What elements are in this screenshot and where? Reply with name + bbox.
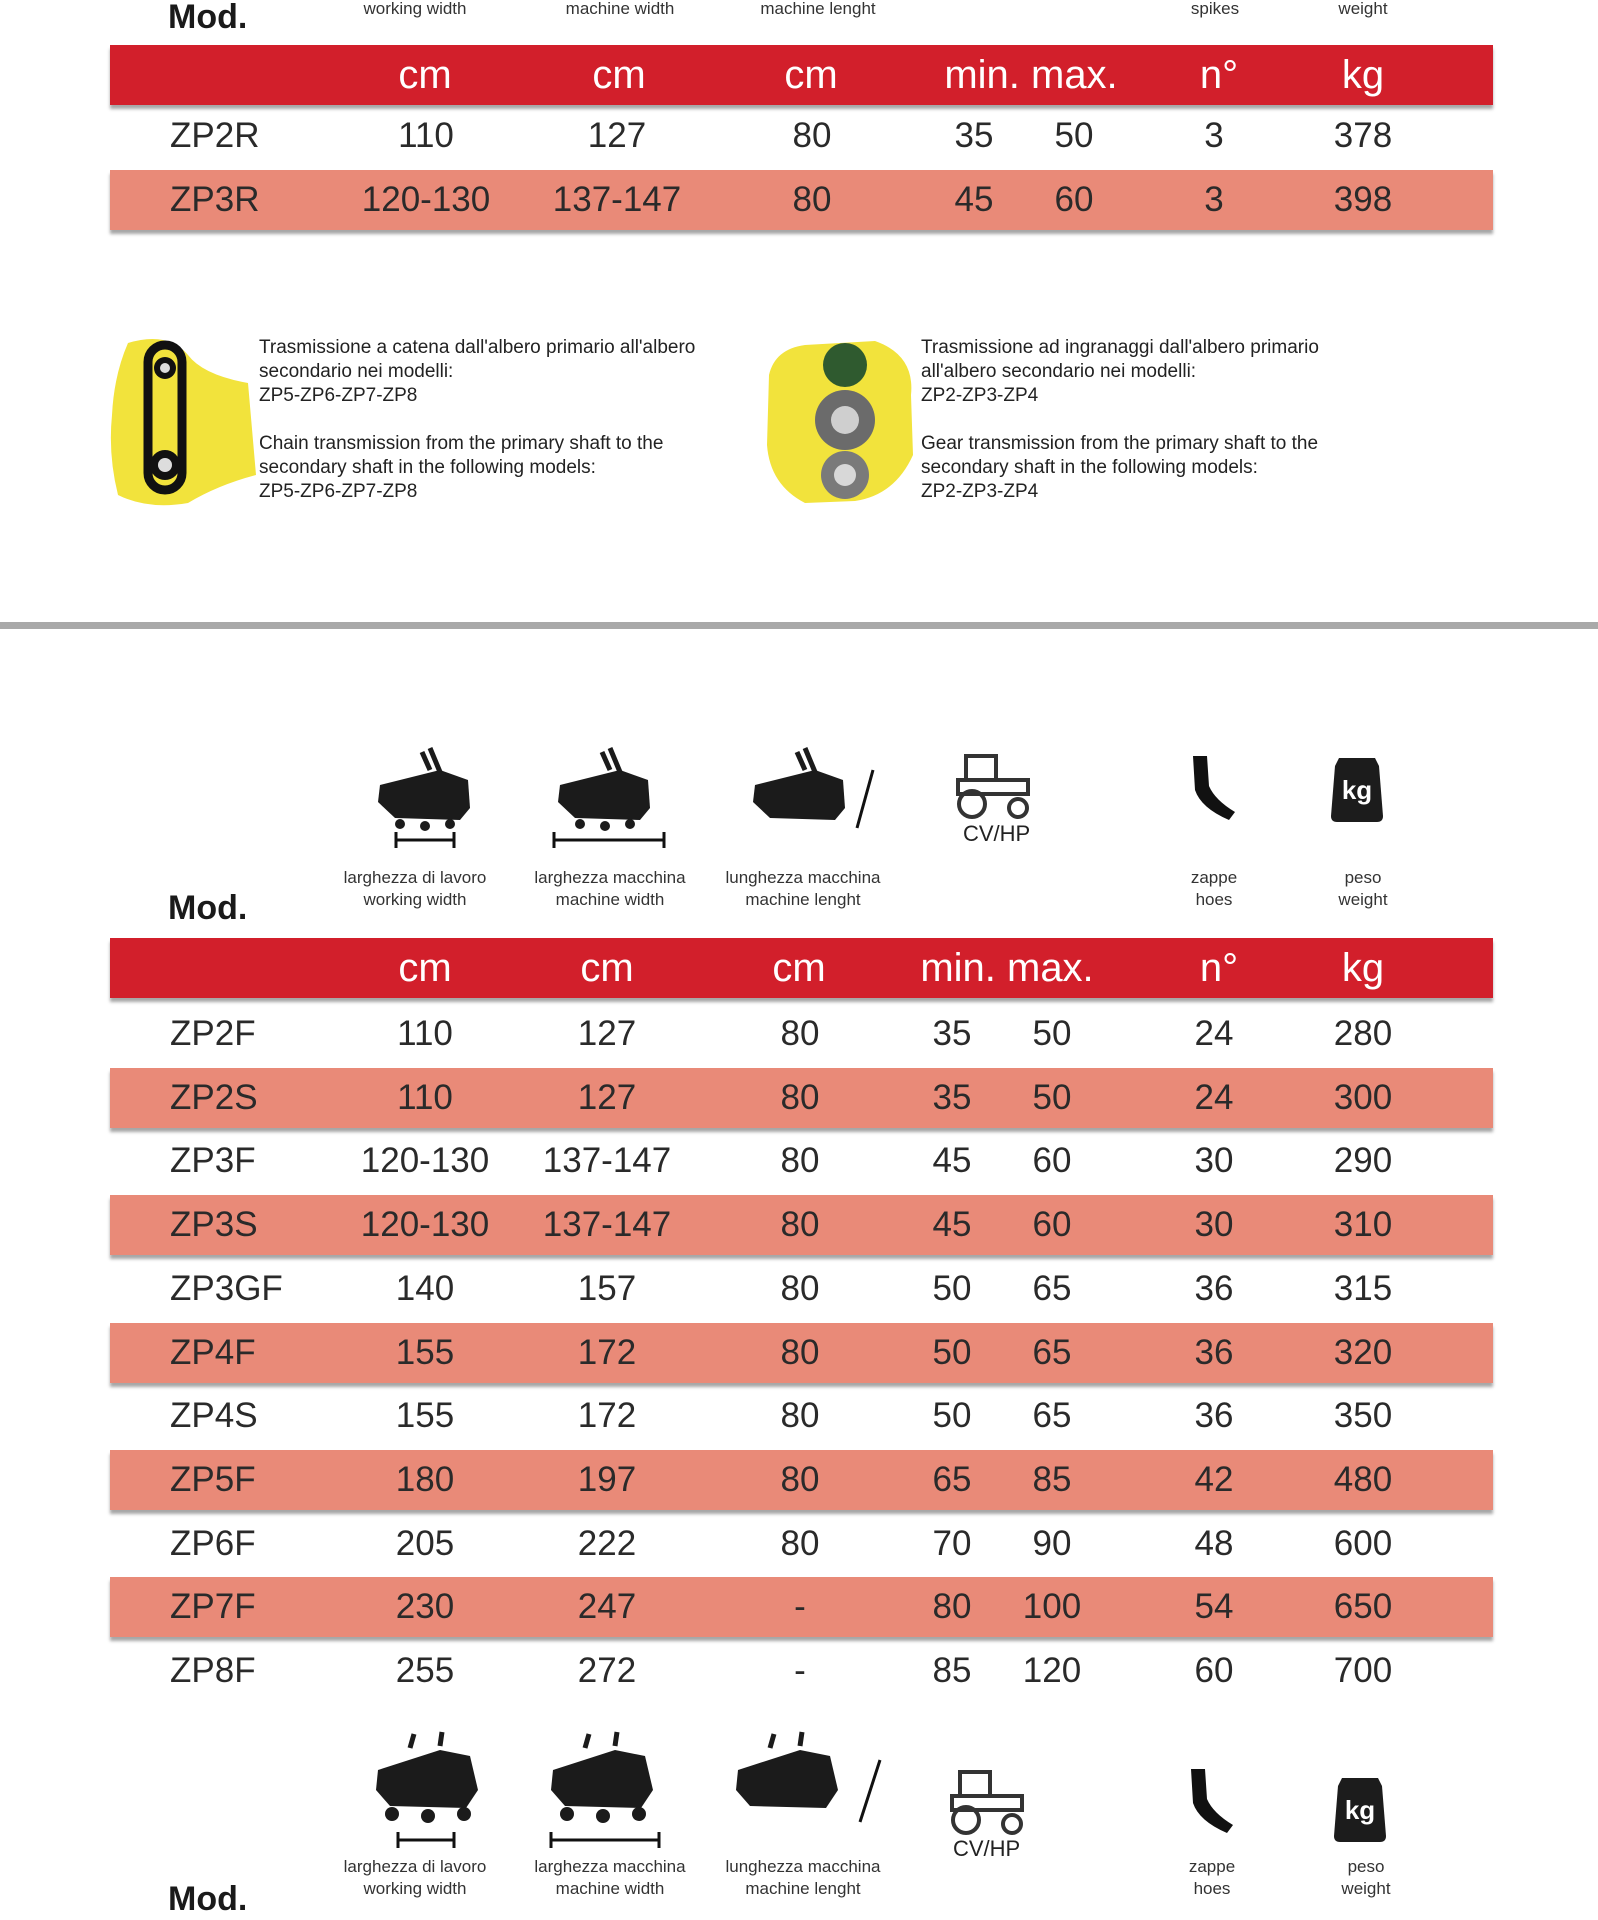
working-width: 110 bbox=[397, 1014, 453, 1053]
working-width: 120-130 bbox=[361, 180, 491, 219]
working-width: 110 bbox=[398, 116, 454, 155]
hoes-count: 30 bbox=[1194, 1205, 1234, 1245]
hp-max: 60 bbox=[1054, 180, 1094, 219]
hp-min: 80 bbox=[932, 1587, 972, 1627]
power-label: CV/HP bbox=[963, 821, 1031, 846]
label-machine-length: lunghezza macchina machine lenght bbox=[725, 1857, 881, 1898]
table-row bbox=[110, 1641, 1493, 1701]
hoes-count: 48 bbox=[1194, 1523, 1234, 1563]
hoes-count: 36 bbox=[1194, 1396, 1234, 1436]
weight: 320 bbox=[1333, 1332, 1393, 1372]
hp-min: 50 bbox=[932, 1268, 972, 1308]
seeder-machine-length-icon bbox=[730, 1730, 890, 1840]
label-weight: weight bbox=[1338, 0, 1388, 18]
working-width: 180 bbox=[395, 1459, 455, 1499]
hp-max: 120 bbox=[1022, 1651, 1082, 1690]
weight: 650 bbox=[1333, 1587, 1393, 1627]
label-weight: peso weight bbox=[1338, 868, 1388, 909]
hoes-count: 24 bbox=[1194, 1077, 1234, 1117]
table-row bbox=[110, 1323, 1493, 1383]
power-label: CV/HP bbox=[953, 1836, 1021, 1861]
table-row bbox=[110, 1004, 1493, 1064]
working-width: 205 bbox=[395, 1523, 455, 1563]
table-row bbox=[110, 1386, 1493, 1446]
unit-hp-range: min. max. bbox=[920, 946, 1094, 990]
hoe-blade-icon bbox=[1183, 1765, 1243, 1835]
model-code: ZP4F bbox=[170, 1332, 256, 1372]
table-row bbox=[110, 1577, 1493, 1637]
model-code: ZP5F bbox=[170, 1459, 256, 1499]
machine-length: 80 bbox=[780, 1523, 820, 1563]
label-machine-width: larghezza macchina machine width bbox=[534, 1857, 686, 1898]
working-width: 110 bbox=[397, 1077, 453, 1117]
unit-cm-working: cm bbox=[398, 946, 452, 990]
table-row bbox=[110, 1195, 1493, 1255]
working-width: 140 bbox=[395, 1268, 455, 1308]
weight: 700 bbox=[1333, 1651, 1393, 1690]
hp-max: 50 bbox=[1032, 1077, 1072, 1117]
machine-length: 80 bbox=[780, 1268, 820, 1308]
weight: 350 bbox=[1333, 1396, 1393, 1436]
machine-length: 80 bbox=[780, 1141, 820, 1181]
mod-label: Mod. bbox=[168, 0, 248, 36]
weight: 300 bbox=[1333, 1077, 1393, 1117]
weight: 315 bbox=[1333, 1268, 1393, 1308]
tractor-icon bbox=[952, 752, 1034, 820]
tiller-machine-length-icon bbox=[745, 740, 885, 840]
machine-length: 80 bbox=[792, 180, 832, 219]
hoes-count: 36 bbox=[1194, 1268, 1234, 1308]
hp-max: 85 bbox=[1032, 1459, 1072, 1499]
weight: 378 bbox=[1333, 116, 1393, 155]
machine-length: 80 bbox=[780, 1205, 820, 1245]
unit-cm-machine-length: cm bbox=[772, 946, 826, 990]
model-code: ZP2R bbox=[170, 116, 260, 155]
hoes-count: 36 bbox=[1194, 1332, 1234, 1372]
hp-min: 50 bbox=[932, 1332, 972, 1372]
label-hoes: zappe hoes bbox=[1188, 1857, 1236, 1898]
table-row bbox=[110, 106, 1493, 166]
weight-kg-icon bbox=[1328, 1772, 1392, 1844]
tiller-working-width-icon bbox=[370, 740, 480, 850]
table-row bbox=[110, 1450, 1493, 1510]
machine-length: 80 bbox=[780, 1396, 820, 1436]
unit-cm-working: cm bbox=[398, 53, 452, 97]
hoes-count: 24 bbox=[1194, 1014, 1234, 1053]
hoe-blade-icon bbox=[1185, 752, 1245, 822]
label-machine-length: lunghezza macchina machine lenght bbox=[725, 868, 881, 909]
label-machine-width: larghezza macchina machine width bbox=[534, 868, 686, 909]
model-code: ZP4S bbox=[170, 1396, 258, 1436]
hp-max: 60 bbox=[1032, 1141, 1072, 1181]
hp-max: 65 bbox=[1032, 1332, 1072, 1372]
working-width: 255 bbox=[395, 1651, 455, 1690]
unit-kg: kg bbox=[1341, 946, 1385, 990]
tractor-icon bbox=[946, 1768, 1028, 1836]
unit-number: n° bbox=[1199, 946, 1239, 990]
label-working-width: working width bbox=[363, 0, 467, 18]
machine-width: 197 bbox=[577, 1459, 637, 1499]
unit-number: n° bbox=[1199, 53, 1239, 97]
working-width: 155 bbox=[395, 1396, 455, 1436]
machine-length: - bbox=[794, 1651, 806, 1690]
machine-width: 157 bbox=[577, 1268, 637, 1308]
hp-min: 65 bbox=[932, 1459, 972, 1499]
model-code: ZP2F bbox=[170, 1014, 256, 1053]
section-divider bbox=[0, 622, 1598, 629]
label-working-width: larghezza di lavoro working width bbox=[343, 868, 487, 909]
svg-text:kg: kg bbox=[1341, 775, 1373, 805]
hp-min: 45 bbox=[932, 1141, 972, 1181]
machine-width: 137-147 bbox=[542, 1141, 672, 1181]
chain-transmission-note: Trasmissione a catena dall'albero primario all'albero secondario nei modelli: ZP5-ZP6-ZP7-ZP8 Chain transmission from the primary shaft to the secondary shaft in the following models: ZP5-ZP6-ZP7-ZP8 bbox=[259, 337, 696, 502]
spikes-count: 3 bbox=[1204, 116, 1224, 155]
working-width: 120-130 bbox=[360, 1141, 490, 1181]
hp-min: 35 bbox=[932, 1077, 972, 1117]
machine-length: - bbox=[794, 1587, 806, 1627]
seeder-working-width-icon bbox=[370, 1730, 485, 1850]
model-code: ZP8F bbox=[170, 1651, 256, 1690]
label-machine-length: machine lenght bbox=[760, 0, 876, 18]
unit-hp-range: min. max. bbox=[944, 53, 1118, 97]
machine-length: 80 bbox=[780, 1077, 820, 1117]
hp-max: 90 bbox=[1032, 1523, 1072, 1563]
weight: 600 bbox=[1333, 1523, 1393, 1563]
machine-width: 137-147 bbox=[552, 180, 682, 219]
spikes-count: 3 bbox=[1204, 180, 1224, 219]
label-working-width: larghezza di lavoro working width bbox=[343, 1857, 487, 1898]
gear-transmission-illustration bbox=[765, 335, 915, 505]
model-code: ZP3R bbox=[170, 180, 260, 219]
label-machine-width: machine width bbox=[565, 0, 675, 18]
hoes-count: 60 bbox=[1194, 1651, 1234, 1690]
hp-max: 60 bbox=[1032, 1205, 1072, 1245]
table-row bbox=[110, 170, 1493, 230]
machine-width: 222 bbox=[577, 1523, 637, 1563]
working-width: 155 bbox=[395, 1332, 455, 1372]
weight-kg-icon bbox=[1325, 752, 1389, 824]
model-code: ZP3S bbox=[170, 1205, 258, 1245]
mod-label: Mod. bbox=[168, 889, 248, 927]
working-width: 120-130 bbox=[360, 1205, 490, 1245]
weight: 310 bbox=[1333, 1205, 1393, 1245]
tiller-machine-width-icon bbox=[550, 740, 670, 850]
model-code: ZP2S bbox=[170, 1077, 258, 1117]
gear-transmission-note: Trasmissione ad ingranaggi dall'albero primario all'albero secondario nei modelli: ZP2-ZP3-ZP4 Gear transmission from the primary shaft to the secondary shaft in the following models: ZP2-ZP3-ZP4 bbox=[921, 337, 1319, 502]
hoes-count: 42 bbox=[1194, 1459, 1234, 1499]
label-weight: peso weight bbox=[1341, 1857, 1391, 1898]
machine-width: 272 bbox=[577, 1651, 637, 1690]
units-header-bar bbox=[110, 938, 1493, 998]
machine-width: 127 bbox=[577, 1014, 637, 1053]
model-code: ZP7F bbox=[170, 1587, 256, 1627]
weight: 480 bbox=[1333, 1459, 1393, 1499]
table-row bbox=[110, 1259, 1493, 1319]
unit-kg: kg bbox=[1341, 53, 1385, 97]
model-code: ZP3GF bbox=[170, 1268, 283, 1308]
weight: 398 bbox=[1333, 180, 1393, 219]
machine-width: 172 bbox=[577, 1332, 637, 1372]
hp-max: 65 bbox=[1032, 1268, 1072, 1308]
hp-max: 50 bbox=[1054, 116, 1094, 155]
unit-cm-machine-length: cm bbox=[784, 53, 838, 97]
unit-cm-machine-width: cm bbox=[592, 53, 646, 97]
weight: 280 bbox=[1333, 1014, 1393, 1053]
machine-width: 247 bbox=[577, 1587, 637, 1627]
mod-label: Mod. bbox=[168, 1880, 248, 1918]
hoes-count: 54 bbox=[1194, 1587, 1234, 1627]
hp-min: 85 bbox=[932, 1651, 972, 1690]
model-code: ZP3F bbox=[170, 1141, 256, 1181]
unit-cm-machine-width: cm bbox=[580, 946, 634, 990]
model-code: ZP6F bbox=[170, 1523, 256, 1563]
seeder-machine-width-icon bbox=[545, 1730, 665, 1850]
hp-min: 70 bbox=[932, 1523, 972, 1563]
machine-length: 80 bbox=[780, 1459, 820, 1499]
hp-max: 100 bbox=[1022, 1587, 1082, 1627]
hp-min: 35 bbox=[954, 116, 994, 155]
machine-length: 80 bbox=[792, 116, 832, 155]
hp-min: 50 bbox=[932, 1396, 972, 1436]
machine-width: 137-147 bbox=[542, 1205, 672, 1245]
machine-width: 127 bbox=[577, 1077, 637, 1117]
machine-length: 80 bbox=[780, 1014, 820, 1053]
table-row bbox=[110, 1131, 1493, 1191]
working-width: 230 bbox=[395, 1587, 455, 1627]
units-header-bar bbox=[110, 45, 1493, 105]
machine-width: 172 bbox=[577, 1396, 637, 1436]
chain-transmission-illustration bbox=[108, 335, 258, 510]
hp-max: 65 bbox=[1032, 1396, 1072, 1436]
svg-text:kg: kg bbox=[1344, 1795, 1376, 1825]
hp-min: 45 bbox=[954, 180, 994, 219]
machine-length: 80 bbox=[780, 1332, 820, 1372]
table-row bbox=[110, 1068, 1493, 1128]
weight: 290 bbox=[1333, 1141, 1393, 1181]
machine-width: 127 bbox=[587, 116, 647, 155]
label-spikes: spikes bbox=[1190, 0, 1240, 18]
table-row bbox=[110, 1514, 1493, 1574]
hp-min: 45 bbox=[932, 1205, 972, 1245]
hoes-count: 30 bbox=[1194, 1141, 1234, 1181]
hp-min: 35 bbox=[932, 1014, 972, 1053]
hp-max: 50 bbox=[1032, 1014, 1072, 1053]
label-hoes: zappe hoes bbox=[1190, 868, 1238, 909]
